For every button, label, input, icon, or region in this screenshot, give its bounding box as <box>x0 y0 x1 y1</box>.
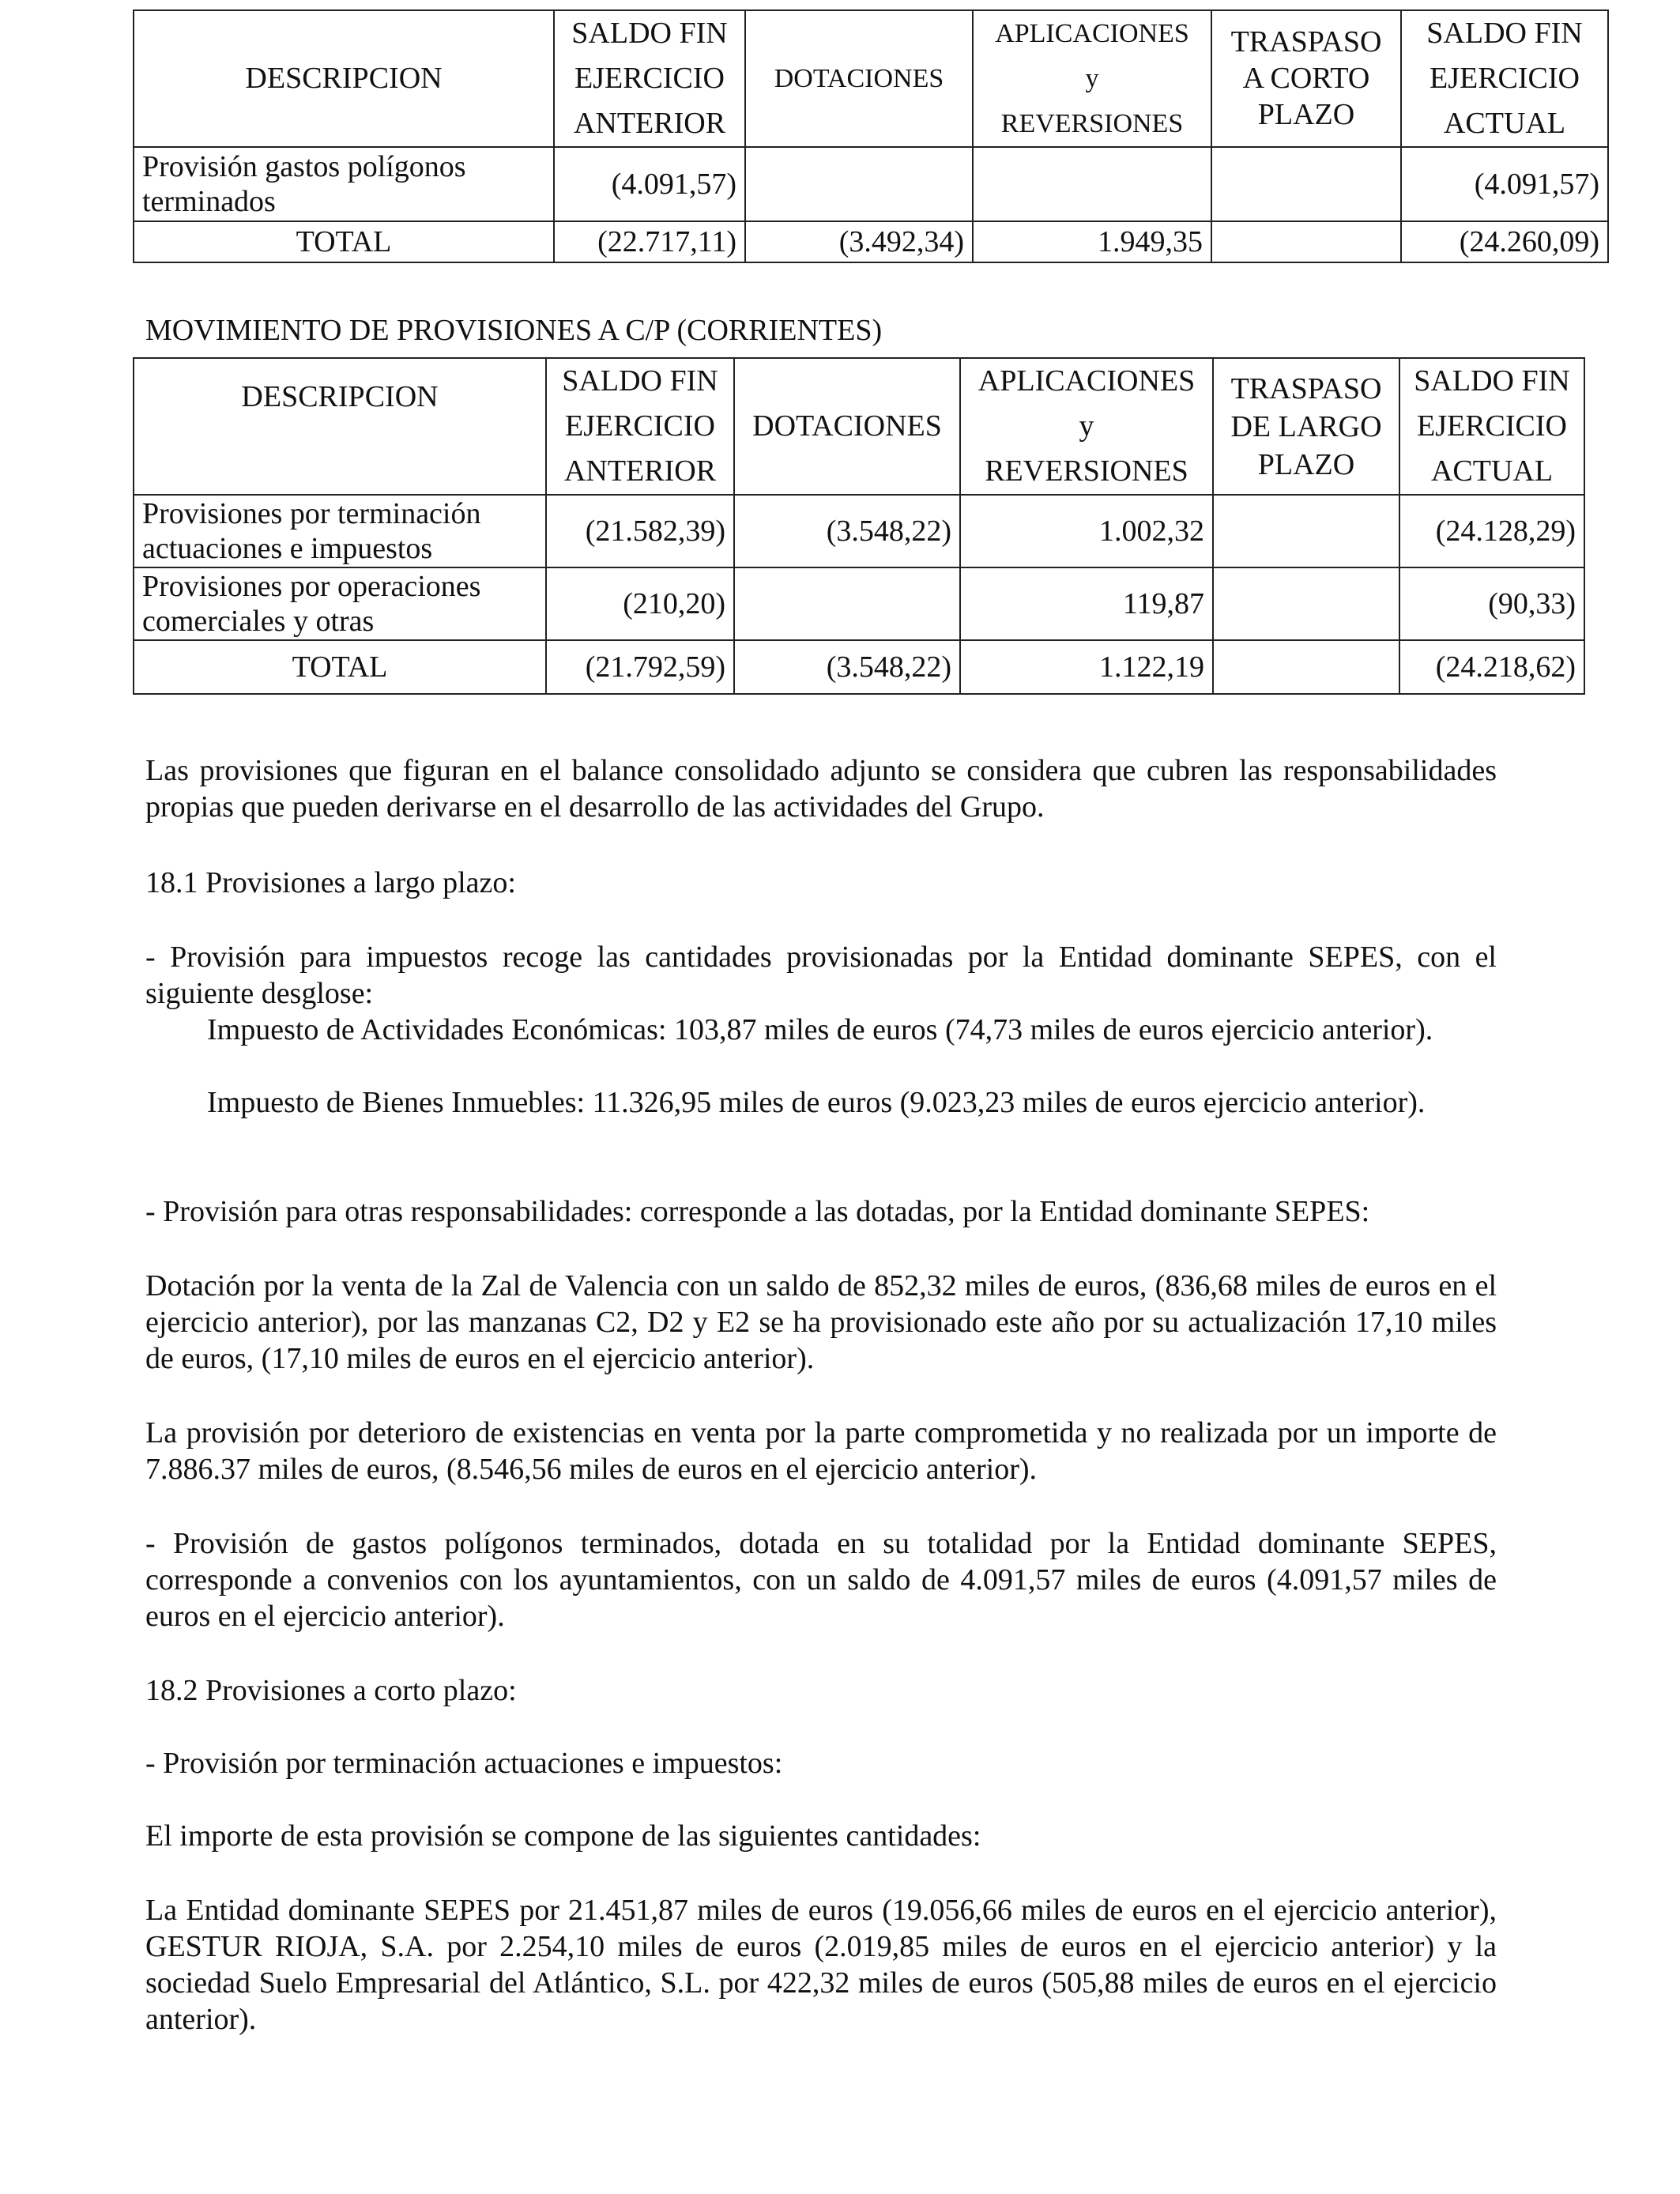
header-line: PLAZO <box>1257 448 1355 481</box>
header-line: y <box>1085 64 1099 93</box>
header-line: SALDO FIN <box>562 364 718 398</box>
cell-aplicaciones: 1.002,32 <box>960 495 1213 567</box>
body-text: La Entidad dominante SEPES por 21.451,87 miles de euros (19.056,66 miles de euros en el ejercicio anterior), GESTUR RIOJA, S.A. por 2.254,10 miles de euros (2.019,85 miles de euros en el ejercicio anterior) y la sociedad Suelo Empresarial del Atlántico, S.L. por 422,32 miles de euros (505,88 miles de euros en el ejercicio anterior). <box>145 1894 1497 2036</box>
paragraph-deterioro <box>145 1415 1497 1487</box>
row-desc: Provisiones por terminación actuaciones e impuestos <box>134 495 546 567</box>
body-text: - Provisión por terminación actuaciones e impuestos: <box>145 1747 783 1780</box>
body-text: - Provisión de gastos polígonos terminados, dotada en su totalidad por la Entidad dominante SEPES, corresponde a convenios con los ayuntamientos, con un saldo de 4.091,57 miles de euros (4.091,57 miles de euros en el ejercicio anterior). <box>145 1527 1497 1633</box>
header-line: SALDO FIN <box>1426 17 1583 50</box>
header-line: EJERCICIO <box>1417 409 1567 443</box>
cell-traspaso <box>1211 147 1401 221</box>
cell-dotaciones <box>745 147 973 221</box>
header-line: DE LARGO <box>1230 410 1382 443</box>
header-saldo-actual <box>1401 10 1608 147</box>
cell-traspaso <box>1213 495 1399 567</box>
header-descripcion: DESCRIPCION <box>134 358 546 495</box>
paragraph-zal <box>145 1268 1497 1377</box>
header-line: A CORTO <box>1242 62 1370 95</box>
header-line: ANTERIOR <box>573 107 726 140</box>
total-row <box>134 640 1584 694</box>
cell-aplicaciones <box>973 147 1211 221</box>
paragraph-terminacion <box>145 1745 1497 1781</box>
cell-saldo-actual: (90,33) <box>1399 567 1584 640</box>
total-saldo-anterior: (22.717,11) <box>554 221 745 262</box>
header-line: SALDO FIN <box>1414 364 1570 398</box>
total-row <box>134 221 1608 262</box>
header-line: TRASPASO <box>1230 25 1382 58</box>
cell-saldo-actual: (24.128,29) <box>1399 495 1584 567</box>
header-traspaso <box>1213 358 1399 495</box>
paragraph-importe <box>145 1818 1497 1854</box>
header-dotaciones: DOTACIONES <box>745 10 973 147</box>
body-text: - Provisión para otras responsabilidades: corresponde a las dotadas, por la Entidad dominante SEPES: <box>145 1195 1370 1228</box>
cell-traspaso <box>1213 567 1399 640</box>
paragraph-intro <box>145 752 1497 825</box>
provisions-lp-table <box>133 9 1609 263</box>
total-traspaso <box>1211 221 1401 262</box>
table-header-row <box>134 10 1608 147</box>
total-saldo-actual: (24.260,09) <box>1401 221 1608 262</box>
header-line: SALDO FIN <box>571 17 728 50</box>
total-label: TOTAL <box>134 640 546 694</box>
cell-dotaciones: (3.548,22) <box>734 495 960 567</box>
heading-18-2 <box>145 1672 1497 1709</box>
paragraph-iae <box>145 1012 1497 1048</box>
row-desc: Provisiones por operaciones comerciales y otras <box>134 567 546 640</box>
heading-18-1 <box>145 865 1497 901</box>
body-text: La provisión por deterioro de existencias en venta por la parte comprometida y no realizada por un importe de 7.886.37 miles de euros, (8.546,56 miles de euros en el ejercicio anterior). <box>145 1416 1497 1486</box>
header-dotaciones: DOTACIONES <box>734 358 960 495</box>
header-line: EJERCICIO <box>1430 62 1580 95</box>
body-text: El importe de esta provisión se compone de las siguientes cantidades: <box>145 1819 981 1853</box>
table-header-row <box>134 358 1584 495</box>
header-aplicaciones <box>960 358 1213 495</box>
table-row <box>134 567 1584 640</box>
section-heading: 18.1 Provisiones a largo plazo: <box>145 866 516 899</box>
paragraph-otras <box>145 1193 1497 1230</box>
header-line: y <box>1079 409 1094 443</box>
header-aplicaciones <box>973 10 1211 147</box>
header-line: ANTERIOR <box>563 454 717 488</box>
header-saldo-anterior <box>554 10 745 147</box>
paragraph-poligonos <box>145 1525 1497 1634</box>
header-traspaso <box>1211 10 1401 147</box>
total-saldo-anterior: (21.792,59) <box>546 640 734 694</box>
section-heading: 18.2 Provisiones a corto plazo: <box>145 1674 517 1707</box>
body-text: - Provisión para impuestos recoge las cantidades provisionadas por la Entidad dominante SEPES, con el siguiente desglose: <box>145 941 1497 1010</box>
cell-saldo-anterior: (4.091,57) <box>554 147 745 221</box>
header-line: EJERCICIO <box>574 62 725 95</box>
cell-dotaciones <box>734 567 960 640</box>
cell-saldo-actual: (4.091,57) <box>1401 147 1608 221</box>
paragraph-impuestos <box>145 939 1497 1012</box>
total-label: TOTAL <box>134 221 554 262</box>
header-line: ACTUAL <box>1430 454 1554 488</box>
header-line: APLICACIONES <box>977 364 1196 398</box>
header-saldo-anterior <box>546 358 734 495</box>
table-row <box>134 495 1584 567</box>
body-text: Dotación por la venta de la Zal de Valencia con un saldo de 852,32 miles de euros, (836,68 miles de euros en el ejercicio anterior), por las manzanas C2, D2 y E2 se ha provisionado este año por su actualización 17,10 miles de euros, (17,10 miles de euros en el ejercicio anterior). <box>145 1269 1497 1375</box>
total-dotaciones: (3.492,34) <box>745 221 973 262</box>
paragraph-ibi <box>145 1084 1497 1121</box>
total-aplicaciones: 1.122,19 <box>960 640 1213 694</box>
total-saldo-actual: (24.218,62) <box>1399 640 1584 694</box>
header-line: REVERSIONES <box>985 454 1188 488</box>
section-title: MOVIMIENTO DE PROVISIONES A C/P (CORRIENTES) <box>145 314 883 347</box>
table-row <box>134 147 1608 221</box>
header-line: APLICACIONES <box>995 19 1189 48</box>
total-aplicaciones: 1.949,35 <box>973 221 1211 262</box>
header-line: TRASPASO <box>1230 372 1382 405</box>
cell-saldo-anterior: (210,20) <box>546 567 734 640</box>
provisions-cp-table <box>133 357 1585 695</box>
body-text: Las provisiones que figuran en el balance consolidado adjunto se considera que cubren las responsabilidades propias que pueden derivarse en el desarrollo de las actividades del Grupo. <box>145 754 1497 824</box>
header-line: PLAZO <box>1257 98 1355 131</box>
cell-aplicaciones: 119,87 <box>960 567 1213 640</box>
header-line: REVERSIONES <box>1000 109 1184 138</box>
body-text: Impuesto de Actividades Económicas: 103,87 miles de euros (74,73 miles de euros ejercicio anterior). <box>207 1013 1433 1046</box>
total-dotaciones: (3.548,22) <box>734 640 960 694</box>
row-desc: Provisión gastos polígonos terminados <box>134 147 554 221</box>
total-traspaso <box>1213 640 1399 694</box>
header-line: EJERCICIO <box>565 409 715 443</box>
header-saldo-actual <box>1399 358 1584 495</box>
header-descripcion: DESCRIPCION <box>134 10 554 147</box>
header-line: ACTUAL <box>1443 107 1566 140</box>
cell-saldo-anterior: (21.582,39) <box>546 495 734 567</box>
body-text: Impuesto de Bienes Inmuebles: 11.326,95 miles de euros (9.023,23 miles de euros ejercicio anterior). <box>207 1086 1426 1119</box>
paragraph-entidades <box>145 1892 1497 2038</box>
